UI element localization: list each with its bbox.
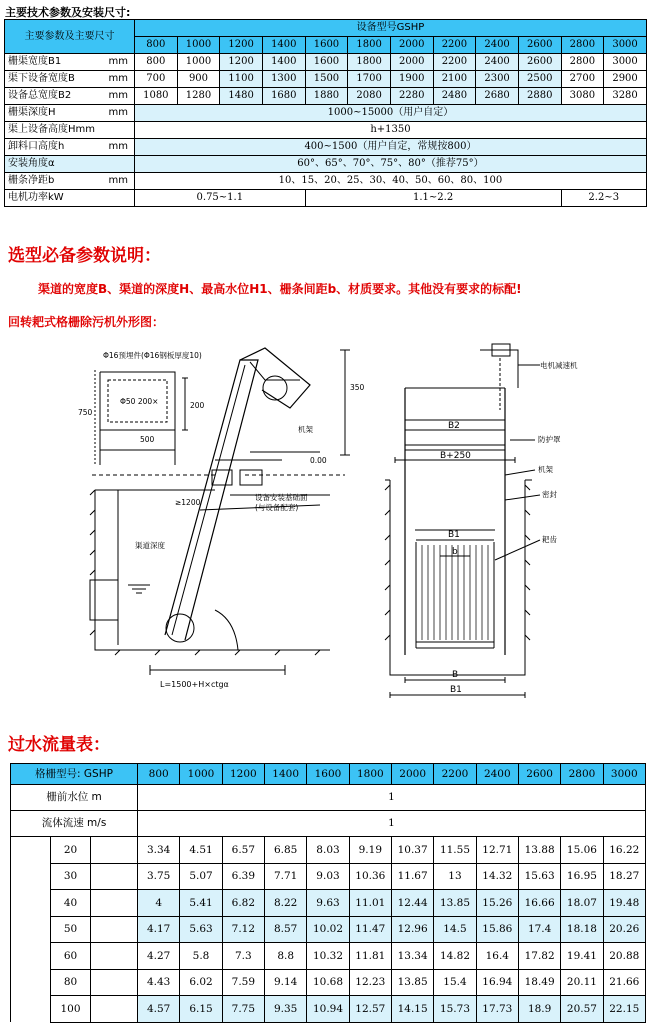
speed-label: 流体流速 m/s <box>11 811 138 837</box>
flow-cell: 6.85 <box>265 837 307 864</box>
flow-cell: 11.81 <box>349 943 391 970</box>
params-note: 渠道的宽度B、渠道的深度H、最高水位H1、栅条间距b、材质要求。其他没有要求的标配! <box>38 282 522 296</box>
spec-cell: 2000 <box>390 54 433 71</box>
flow-cell: 6.82 <box>222 890 264 917</box>
formula: L=1500+H×ctgα <box>160 680 229 689</box>
flow-model: 800 <box>138 764 180 785</box>
flow-table <box>10 763 646 1023</box>
flow-cell: 15.63 <box>518 863 560 890</box>
flow-cell: 6.02 <box>180 969 222 996</box>
flow-model: 2600 <box>518 764 560 785</box>
gap-value: 100 <box>51 996 91 1023</box>
b1-bottom-label: B1 <box>450 685 462 695</box>
flow-cell: 10.94 <box>307 996 349 1023</box>
spec-cell: 2080 <box>348 88 391 105</box>
gap-value: 30 <box>51 863 91 890</box>
flow-model: 1200 <box>222 764 264 785</box>
motor-label: 电机减速机 <box>540 361 578 370</box>
flow-cell: 13.34 <box>391 943 433 970</box>
discharge-label: 卸料口高度h mm <box>5 139 135 156</box>
spacing-label: 栅条净距b mm <box>5 173 135 190</box>
gap-spacer <box>11 890 51 917</box>
flow-cell: 18.18 <box>561 916 603 943</box>
spec-cell: 2300 <box>476 71 519 88</box>
gap-spacer <box>91 943 138 970</box>
spec-cell: 2280 <box>390 88 433 105</box>
dim-500: 500 <box>140 435 155 444</box>
power-label: 电机功率kW <box>5 190 135 207</box>
gap-spacer <box>91 969 138 996</box>
flow-cell: 15.06 <box>561 837 603 864</box>
flow-cell: 22.15 <box>603 996 645 1023</box>
b2-label: B2 <box>448 421 460 431</box>
gap-spacer <box>91 916 138 943</box>
flow-model: 2000 <box>391 764 433 785</box>
model-cell: 2000 <box>390 37 433 54</box>
model-cell: 1600 <box>305 37 348 54</box>
flow-cell: 12.23 <box>349 969 391 996</box>
b-small-label: b <box>452 547 458 557</box>
flow-cell: 9.03 <box>307 863 349 890</box>
dim-200: 200 <box>190 401 205 410</box>
flow-cell: 16.66 <box>518 890 560 917</box>
height-value: h+1350 <box>135 122 647 139</box>
flow-cell: 8.03 <box>307 837 349 864</box>
flow-model: 1400 <box>265 764 307 785</box>
spec-cell: 1300 <box>262 71 305 88</box>
b1-top-label: B1 <box>448 530 460 540</box>
guard-label: 防护罩 <box>538 435 561 444</box>
power-value-2: 1.1~2.2 <box>305 190 561 207</box>
level-label: 栅前水位 m <box>11 785 138 811</box>
spec-cell: 1900 <box>390 71 433 88</box>
flow-cell: 12.71 <box>476 837 518 864</box>
flow-cell: 8.22 <box>265 890 307 917</box>
flow-cell: 14.82 <box>434 943 476 970</box>
model-cell: 1200 <box>220 37 263 54</box>
flow-cell: 18.49 <box>518 969 560 996</box>
gap-spacer <box>11 916 51 943</box>
flow-cell: 19.48 <box>603 890 645 917</box>
flow-cell: 11.67 <box>391 863 433 890</box>
dim-1200: ≥1200 <box>175 498 201 507</box>
flow-cell: 8.8 <box>265 943 307 970</box>
flow-cell: 6.15 <box>180 996 222 1023</box>
flow-model: 2800 <box>561 764 603 785</box>
flow-cell: 4.51 <box>180 837 222 864</box>
spec-cell: 1880 <box>305 88 348 105</box>
gap-value: 50 <box>51 916 91 943</box>
gap-value: 40 <box>51 890 91 917</box>
spec-cell: 1680 <box>262 88 305 105</box>
flow-cell: 4.17 <box>138 916 180 943</box>
flow-cell: 13 <box>434 863 476 890</box>
flow-cell: 13.85 <box>434 890 476 917</box>
model-cell: 2400 <box>476 37 519 54</box>
gap-value: 20 <box>51 837 91 864</box>
flow-cell: 14.5 <box>434 916 476 943</box>
flow-cell: 11.47 <box>349 916 391 943</box>
box-label: Φ50 200× <box>120 397 159 406</box>
flow-heading: 过水流量表： <box>8 735 110 755</box>
flow-cell: 14.32 <box>476 863 518 890</box>
model-cell: 1400 <box>262 37 305 54</box>
flow-cell: 6.57 <box>222 837 264 864</box>
flow-cell: 15.4 <box>434 969 476 996</box>
b250-label: B+250 <box>440 451 471 461</box>
support-note-1: 设备安装基础面 <box>255 493 308 502</box>
spacing-value: 10、15、20、25、30、40、50、60、80、100 <box>135 173 647 190</box>
gap-spacer <box>11 969 51 996</box>
level-value: 1 <box>138 785 646 811</box>
spec-table <box>4 19 647 207</box>
flow-cell: 13.88 <box>518 837 560 864</box>
spec-cell: 800 <box>135 54 178 71</box>
flow-cell: 6.39 <box>222 863 264 890</box>
flow-cell: 12.96 <box>391 916 433 943</box>
flow-cell: 9.19 <box>349 837 391 864</box>
flow-cell: 5.41 <box>180 890 222 917</box>
flow-corner: 格栅型号: GSHP <box>11 764 138 785</box>
spec-row-label: 设备总宽度B2 mm <box>5 88 135 105</box>
anchor-note: Φ16预埋件(Φ16钢板厚度10) <box>103 351 202 360</box>
spec-cell: 700 <box>135 71 178 88</box>
spec-cell: 2700 <box>561 71 604 88</box>
model-cell: 1800 <box>348 37 391 54</box>
frame-label: 机架 <box>298 425 313 434</box>
gap-spacer <box>11 837 51 864</box>
flow-model: 2400 <box>476 764 518 785</box>
gap-spacer <box>91 837 138 864</box>
flow-cell: 11.55 <box>434 837 476 864</box>
spec-cell: 3280 <box>604 88 647 105</box>
flow-model: 1600 <box>307 764 349 785</box>
dim-750: 750 <box>78 408 93 417</box>
flow-cell: 20.11 <box>561 969 603 996</box>
spec-section-title: 主要技术参数及安装尺寸: <box>5 6 131 19</box>
spec-cell: 2880 <box>518 88 561 105</box>
flow-cell: 21.66 <box>603 969 645 996</box>
gap-spacer <box>11 996 51 1023</box>
flow-cell: 5.07 <box>180 863 222 890</box>
spec-cell: 1100 <box>220 71 263 88</box>
depth-value: 1000~15000（用户自定） <box>135 105 647 122</box>
flow-cell: 4.57 <box>138 996 180 1023</box>
spec-cell: 1700 <box>348 71 391 88</box>
flow-cell: 7.71 <box>265 863 307 890</box>
spec-cell: 3080 <box>561 88 604 105</box>
bars-label: 耙齿 <box>542 535 557 544</box>
outline-drawing <box>0 330 663 710</box>
depth-label: 栅渠深度H mm <box>5 105 135 122</box>
flow-cell: 10.37 <box>391 837 433 864</box>
flow-cell: 13.85 <box>391 969 433 996</box>
flow-cell: 17.4 <box>518 916 560 943</box>
spec-cell: 1000 <box>177 54 220 71</box>
gap-value: 60 <box>51 943 91 970</box>
flow-cell: 17.82 <box>518 943 560 970</box>
flow-cell: 7.59 <box>222 969 264 996</box>
model-cell: 2600 <box>518 37 561 54</box>
flow-cell: 17.73 <box>476 996 518 1023</box>
flow-cell: 20.88 <box>603 943 645 970</box>
flow-model: 2200 <box>434 764 476 785</box>
flow-cell: 3.75 <box>138 863 180 890</box>
flow-cell: 20.57 <box>561 996 603 1023</box>
flow-model: 1000 <box>180 764 222 785</box>
flow-cell: 11.01 <box>349 890 391 917</box>
flow-cell: 7.3 <box>222 943 264 970</box>
depth-text: 渠道深度 <box>135 541 165 550</box>
angle-value: 60°、65°、70°、75°、80°（推荐75°） <box>135 156 647 173</box>
model-cell: 2800 <box>561 37 604 54</box>
power-value-1: 0.75~1.1 <box>135 190 306 207</box>
spec-cell: 1800 <box>348 54 391 71</box>
flow-cell: 10.32 <box>307 943 349 970</box>
spec-row-label: 栅渠宽度B1 mm <box>5 54 135 71</box>
model-cell: 2200 <box>433 37 476 54</box>
speed-value: 1 <box>138 811 646 837</box>
flow-cell: 15.86 <box>476 916 518 943</box>
flow-cell: 9.14 <box>265 969 307 996</box>
gap-value: 80 <box>51 969 91 996</box>
flow-cell: 10.68 <box>307 969 349 996</box>
flow-cell: 12.44 <box>391 890 433 917</box>
flow-cell: 4.43 <box>138 969 180 996</box>
flow-cell: 9.63 <box>307 890 349 917</box>
flow-cell: 3.34 <box>138 837 180 864</box>
spec-corner: 主要参数及主要尺寸 <box>5 20 135 54</box>
flow-cell: 20.26 <box>603 916 645 943</box>
b-bottom-label: B <box>452 670 459 680</box>
level-label: 0.00 <box>310 456 327 465</box>
spec-cell: 2680 <box>476 88 519 105</box>
flow-cell: 10.36 <box>349 863 391 890</box>
spec-cell: 2200 <box>433 54 476 71</box>
flow-cell: 18.07 <box>561 890 603 917</box>
gap-spacer <box>91 863 138 890</box>
flow-cell: 8.57 <box>265 916 307 943</box>
spec-cell: 1600 <box>305 54 348 71</box>
flow-cell: 16.22 <box>603 837 645 864</box>
params-heading: 选型必备参数说明： <box>8 246 161 266</box>
flow-cell: 14.15 <box>391 996 433 1023</box>
flow-cell: 18.27 <box>603 863 645 890</box>
dim-350: 350 <box>350 383 365 392</box>
flow-cell: 12.57 <box>349 996 391 1023</box>
spec-cell: 2500 <box>518 71 561 88</box>
flow-cell: 10.02 <box>307 916 349 943</box>
spec-cell: 1400 <box>262 54 305 71</box>
discharge-value: 400~1500（用户自定，常规按800） <box>135 139 647 156</box>
drawing-heading: 回转耙式格栅除污机外形图： <box>8 315 165 329</box>
flow-cell: 15.73 <box>434 996 476 1023</box>
flow-cell: 18.9 <box>518 996 560 1023</box>
spec-cell: 2100 <box>433 71 476 88</box>
flow-cell: 16.94 <box>476 969 518 996</box>
spec-row-label: 渠下设备宽度B mm <box>5 71 135 88</box>
flow-cell: 5.63 <box>180 916 222 943</box>
support-note-2: (与设备配套) <box>255 503 299 512</box>
angle-label: 安装角度α <box>5 156 135 173</box>
model-cell: 800 <box>135 37 178 54</box>
height-label: 渠上设备高度Hmm <box>5 122 135 139</box>
flow-cell: 4 <box>138 890 180 917</box>
spec-cell: 900 <box>177 71 220 88</box>
spec-cell: 3000 <box>604 54 647 71</box>
spec-cell: 2800 <box>561 54 604 71</box>
flow-cell: 5.8 <box>180 943 222 970</box>
frame-right-label: 机架 <box>538 465 553 474</box>
flow-cell: 15.26 <box>476 890 518 917</box>
flow-cell: 9.35 <box>265 996 307 1023</box>
spec-cell: 1480 <box>220 88 263 105</box>
spec-cell: 2480 <box>433 88 476 105</box>
flow-cell: 16.4 <box>476 943 518 970</box>
gap-spacer <box>91 996 138 1023</box>
spec-cell: 1200 <box>220 54 263 71</box>
flow-cell: 4.27 <box>138 943 180 970</box>
flow-model: 3000 <box>603 764 645 785</box>
spec-cell: 1080 <box>135 88 178 105</box>
gap-spacer <box>11 943 51 970</box>
model-header: 设备型号GSHP <box>135 20 647 37</box>
power-value-3: 2.2~3 <box>561 190 646 207</box>
flow-cell: 19.41 <box>561 943 603 970</box>
seal-label: 密封 <box>542 490 557 499</box>
flow-model: 1800 <box>349 764 391 785</box>
spec-cell: 2400 <box>476 54 519 71</box>
flow-cell: 16.95 <box>561 863 603 890</box>
spec-cell: 2600 <box>518 54 561 71</box>
flow-cell: 7.12 <box>222 916 264 943</box>
flow-cell: 7.75 <box>222 996 264 1023</box>
spec-cell: 1500 <box>305 71 348 88</box>
gap-spacer <box>91 890 138 917</box>
spec-cell: 1280 <box>177 88 220 105</box>
spec-cell: 2900 <box>604 71 647 88</box>
model-cell: 3000 <box>604 37 647 54</box>
gap-spacer <box>11 863 51 890</box>
model-cell: 1000 <box>177 37 220 54</box>
